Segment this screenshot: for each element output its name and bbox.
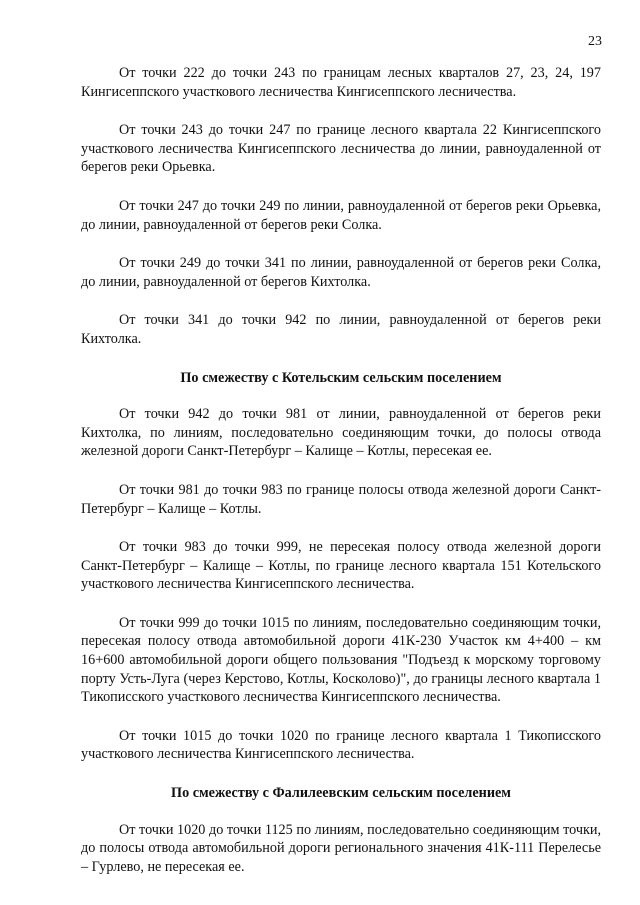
paragraph: От точки 1020 до точки 1125 по линиям, последовательно соединяющим точки, до полосы отвода автомобильной дороги регионального значения 41К-111 Перелесье – Гурлево, не пересекая ее. (81, 821, 601, 875)
paragraph: От точки 983 до точки 999, не пересекая полосу отвода железной дороги Санкт-Петербург – Калище – Котлы, по границе лесного квартала 151 Котельского участкового лесничества Кингисеппского лесничества. (81, 539, 601, 593)
paragraph: От точки 243 до точки 247 по границе лесного квартала 22 Кингисеппского участкового лесничества Кингисеппского лесничества до линии, равноудаленной от берегов реки Орьевка. (81, 122, 601, 176)
paragraph: От точки 1015 до точки 1020 по границе лесного квартала 1 Тикописского участкового лесничества Кингисеппского лесничества. (81, 727, 601, 763)
paragraph: От точки 341 до точки 942 по линии, равноудаленной от берегов реки Кихтолка. (81, 312, 601, 347)
paragraph: От точки 942 до точки 981 от линии, равноудаленной от берегов реки Кихтолка, по линиям, последовательно соединяющим точки, до полосы отвода железной дороги Санкт-Петербург – Калище – Котлы, пересекая ее. (81, 406, 601, 460)
paragraph: От точки 247 до точки 249 по линии, равноудаленной от берегов реки Орьевка, до линии, равноудаленной от берегов реки Солка. (81, 197, 601, 233)
document-body (81, 64, 601, 896)
paragraph: От точки 222 до точки 243 по границам лесных кварталов 27, 23, 24, 197 Кингисеппского участкового лесничества Кингисеппского лесничества. (81, 65, 601, 100)
page-number: 23 (588, 34, 602, 49)
paragraph: От точки 249 до точки 341 по линии, равноудаленной от берегов реки Солка, до линии, равноудаленной от берегов Кихтолка. (81, 255, 601, 290)
paragraph: От точки 999 до точки 1015 по линиям, последовательно соединяющим точки, пересекая полосу отвода автомобильной дороги 41К-230 Участок км 4+400 – км 16+600 автомобильной дороги общего пользования "Подъезд к морскому торговому порту Усть-Луга (через Керстово, Котлы, Косколово)", до границы лесного квартала 1 Тикописского участкового лесничества Кингисеппского лесничества. (81, 614, 601, 706)
paragraph: От точки 981 до точки 983 по границе полосы отвода железной дороги Санкт-Петербург – Калище – Котлы. (81, 481, 601, 517)
section-heading: По смежеству с Котельским сельским поселением (180, 369, 502, 386)
section-heading: По смежеству с Фалилеевским сельским поселением (171, 785, 511, 802)
